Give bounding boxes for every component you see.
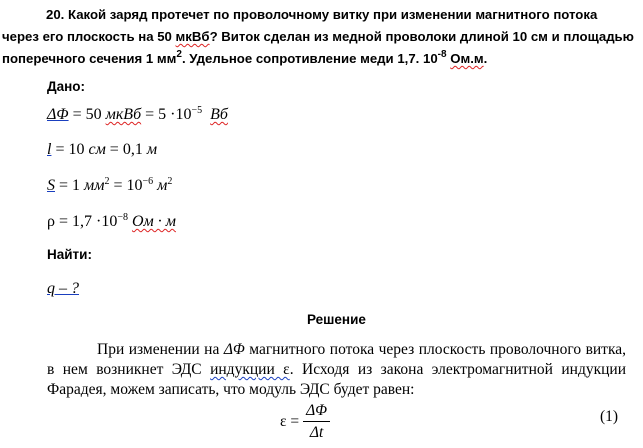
given-flux: ΔΦ = 50 мкВб = $5 \cdot 10^{-5}$ Вб — [47, 105, 228, 123]
faraday-equation — [280, 402, 330, 442]
find-heading: Найти: — [47, 247, 92, 262]
find-item: q – ? — [47, 280, 79, 297]
equation-fraction — [303, 402, 330, 442]
problem-statement: 20. Какой заряд протечет по проволочному витку при изменении магнитного потока через его плоскость на 50 мкВб? Виток сделан из медной проволоки длиной 10 см и площадью поперечного сечения 1 $мм^2$. Удельное сопротивление меди 1,7. $10^{-8}$ Ом.м. — [2, 7, 634, 66]
equation-lhs: ε = — [280, 413, 300, 430]
solution-heading: Решение — [307, 312, 366, 327]
flux-symbol: ΔΦ — [223, 341, 245, 358]
given-length: l = 10 см = 0,1 м — [47, 141, 158, 158]
equation-number: (1) — [600, 408, 619, 425]
equation-denominator: Δt — [309, 424, 324, 441]
solution-paragraph: При изменении на ΔΦ магнитного потока через плоскость проволочного витка, в нем возникнет ЭДС индукции ε. Исходя из закона электромагнитной индукции Фарадея, можем записать, что модуль ЭДС будет равен: — [47, 341, 627, 398]
problem-line-1: 20. Какой заряд протечет по проволочному витку при изменении магнитного потока — [46, 7, 598, 22]
unit-microweber: мкВб — [175, 29, 210, 44]
given-resistivity: $\rho = 1,7 \cdot 10^{-8}$ Ом · м — [47, 212, 176, 230]
unit-ohm-meter: Ом.м — [450, 51, 484, 66]
equation-numerator: ΔΦ — [303, 402, 330, 422]
given-heading: Дано: — [47, 79, 86, 94]
given-area: S = 1 $мм^2 = 10^{-6}$ $м^2$ — [47, 176, 173, 194]
